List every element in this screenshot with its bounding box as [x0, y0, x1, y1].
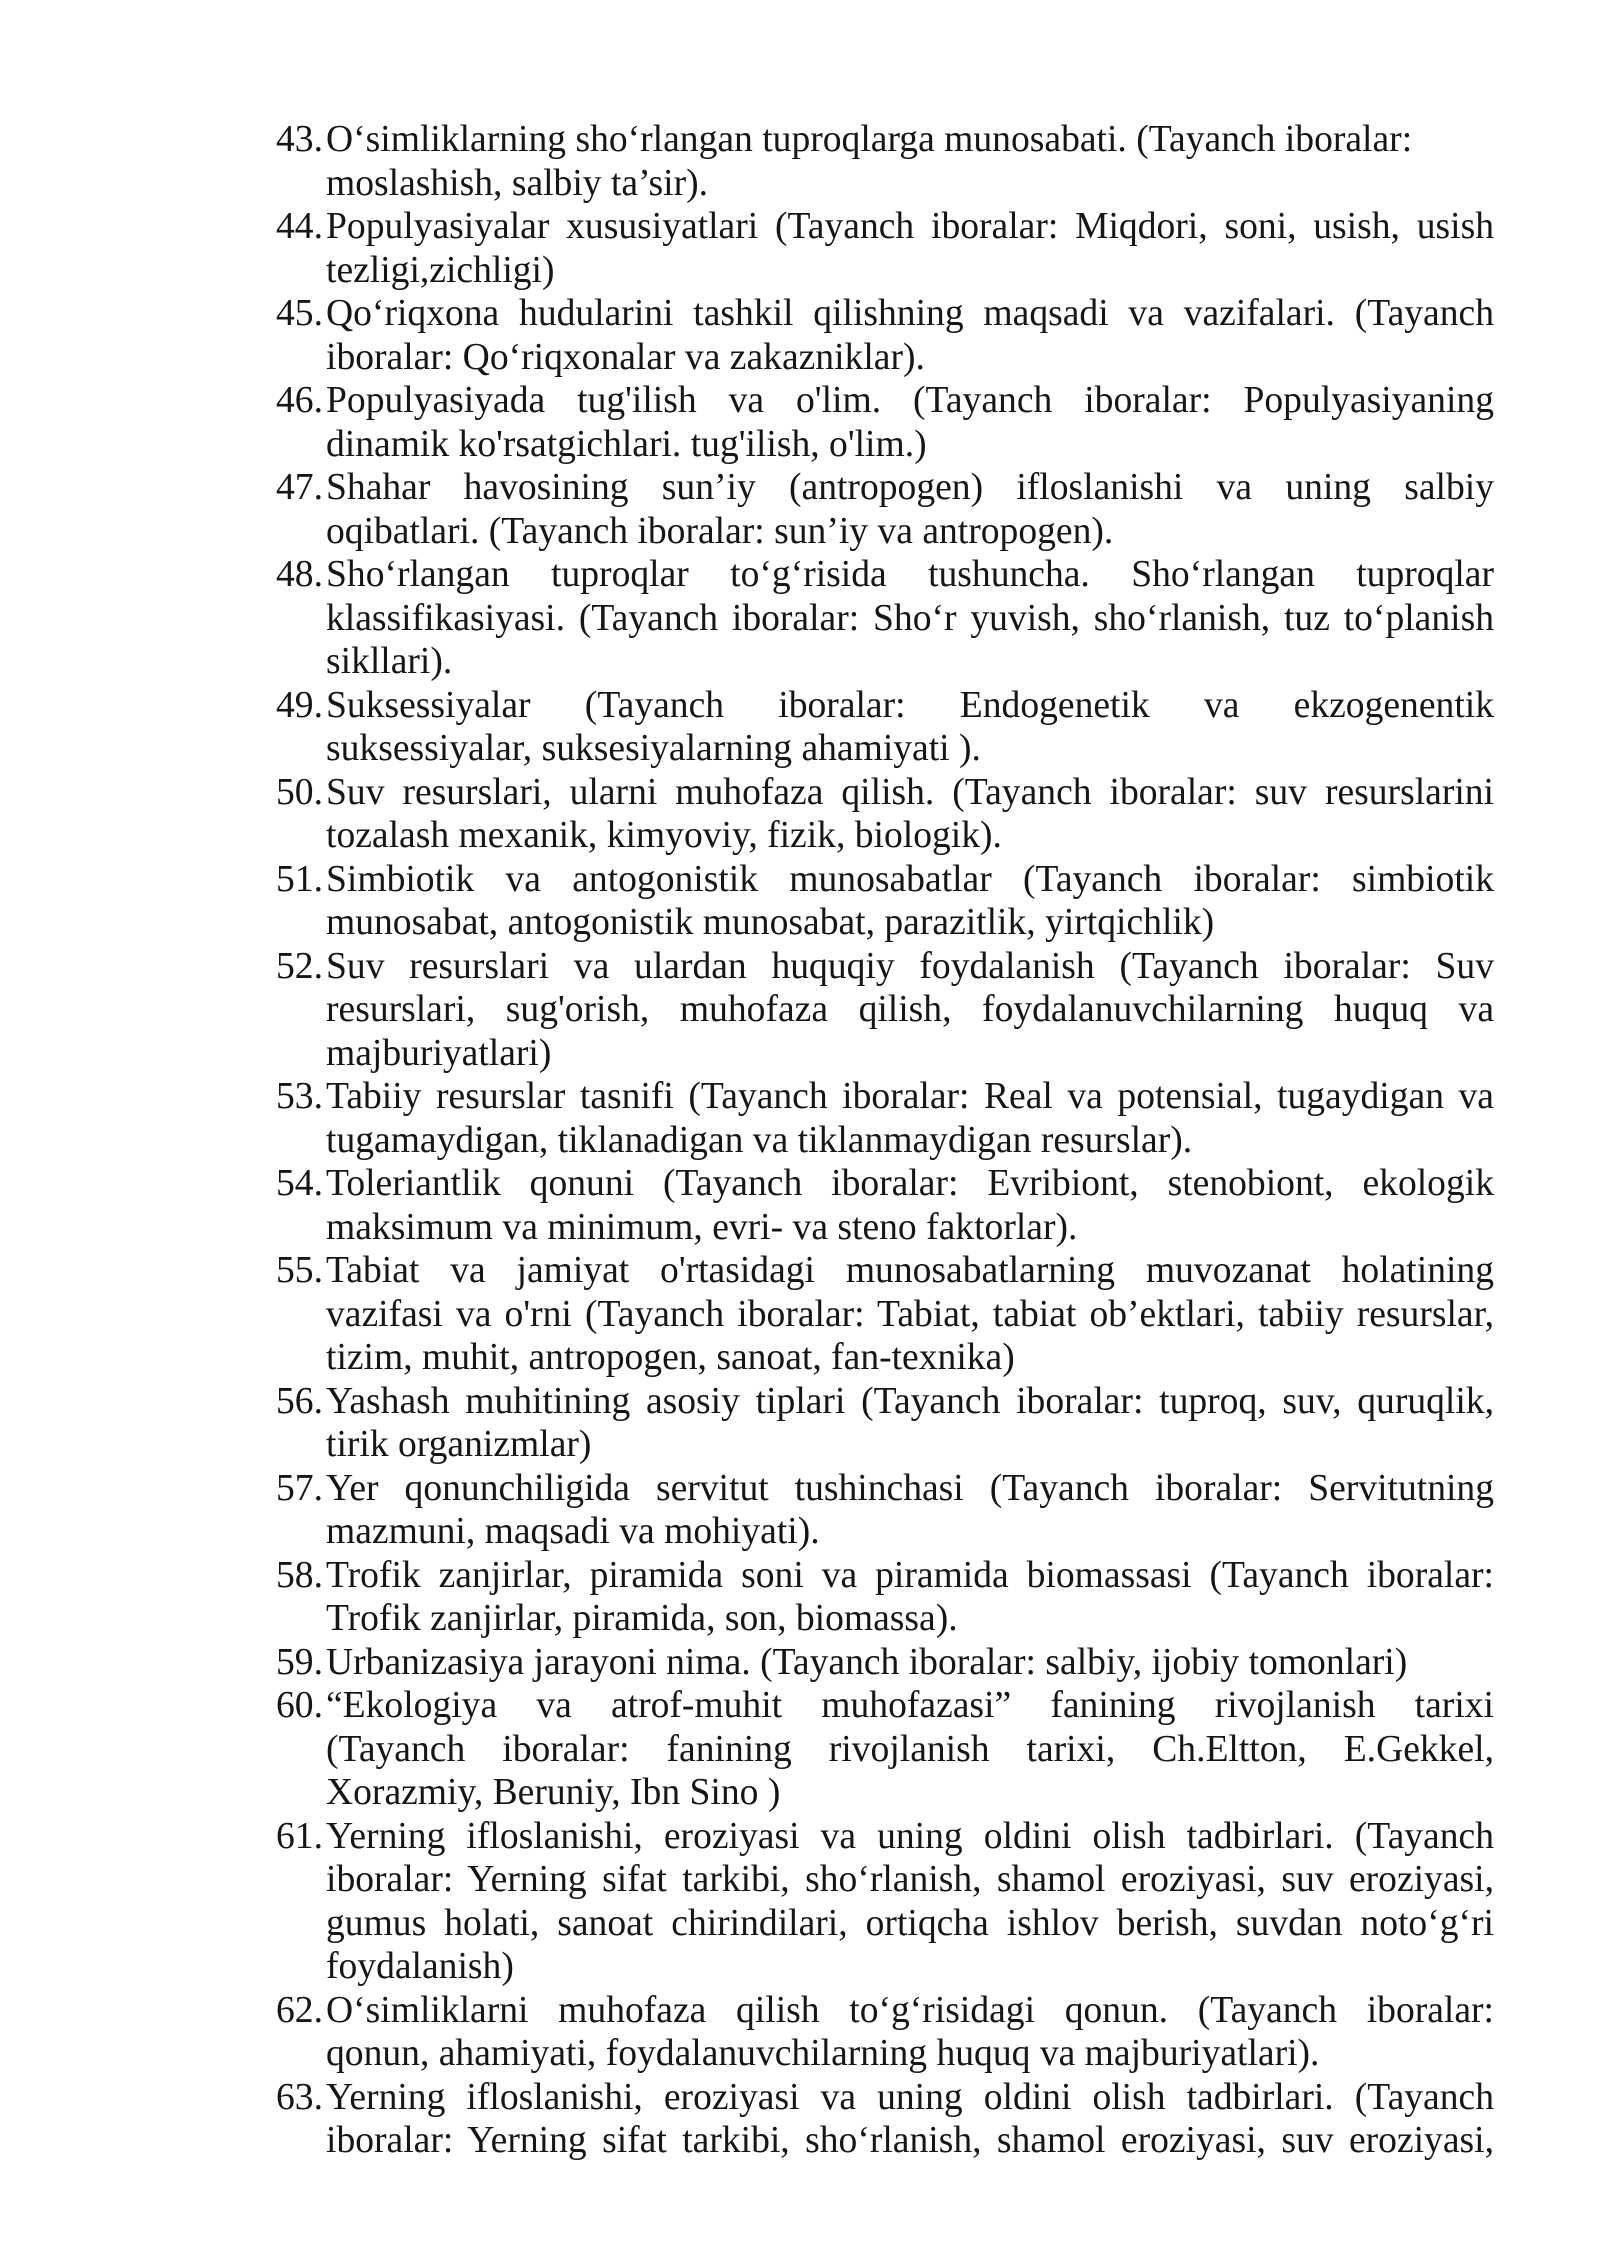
item-number: 60. [276, 1685, 323, 1726]
list-item [276, 553, 1494, 684]
item-text-line: Simbiotik va antogonistik munosabatlar (Tayanch iboralar: simbiotik [326, 858, 1494, 900]
item-text-line: foydalanish) [326, 1946, 514, 1987]
item-text-line: gumus holati, sanoat chirindilari, ortiqcha ishlov berish, suvdan noto‘g‘ri [326, 1902, 1494, 1944]
list-item [276, 1380, 1494, 1467]
item-text-line: Qo‘riqxona hudularini tashkil qilishning maqsadi va vazifalari. (Tayanch [326, 293, 1494, 334]
item-text-line: Tabiiy resurslar tasnifi (Tayanch iboralar: Real va potensial, tugaydigan va [326, 1076, 1494, 1117]
item-text-line: tozalash mexanik, kimyoviy, fizik, biologik). [326, 815, 1002, 856]
item-number: 52. [276, 945, 323, 987]
item-text-line: Shahar havosining sun’iy (antropogen) ifloslanishi va uning salbiy [326, 467, 1494, 508]
item-text-line: sikllari). [326, 641, 453, 682]
item-text [326, 1554, 1494, 1641]
item-text-line: maksimum va minimum, evri- va steno faktorlar). [326, 1206, 1078, 1248]
item-text [326, 466, 1494, 553]
item-text-line: majburiyatlari) [326, 1032, 552, 1074]
item-text-line: (Tayanch iboralar: fanining rivojlanish tarixi, Ch.Eltton, E.Gekkel, [326, 1728, 1494, 1770]
item-text-line: O‘simliklarning sho‘rlangan tuproqlarga munosabati. (Tayanch iboralar: [326, 119, 1413, 160]
list-item [276, 1249, 1494, 1380]
list-item [276, 118, 1494, 205]
item-text-line: Populyasiyada tug'ilish va o'lim. (Tayanch iboralar: Populyasiyaning [326, 380, 1494, 421]
item-text [326, 118, 1494, 205]
item-text-line: tizim, muhit, antropogen, sanoat, fan-texnika) [326, 1337, 1015, 1378]
item-text-line: Tabiat va jamiyat o'rtasidagi munosabatlarning muvozanat holatining [326, 1250, 1494, 1291]
item-text [326, 2076, 1494, 2163]
list-item [276, 945, 1494, 1076]
item-text-line: moslashish, salbiy ta’sir). [326, 162, 709, 204]
item-text [326, 684, 1494, 771]
item-text-line: Xorazmiy, Beruniy, Ibn Sino ) [326, 1772, 781, 1813]
item-number: 59. [276, 1641, 323, 1683]
item-number: 47. [276, 467, 323, 508]
item-text [326, 379, 1494, 466]
item-text-line: tirik organizmlar) [326, 1424, 592, 1465]
item-number: 62. [276, 1989, 323, 2031]
item-text-line: Populyasiyalar xususiyatlari (Tayanch iboralar: Miqdori, soni, usish, usish [326, 206, 1494, 247]
item-text [326, 945, 1494, 1076]
item-text-line: tezligi,zichligi) [326, 249, 555, 291]
item-text [326, 1249, 1494, 1380]
item-text-line: Yer qonunchiligida servitut tushinchasi (Tayanch iboralar: Servitutning [326, 1467, 1494, 1509]
item-text-line: mazmuni, maqsadi va mohiyati). [326, 1511, 820, 1552]
item-number: 63. [276, 2076, 323, 2118]
list-item [276, 1162, 1494, 1249]
list-item [276, 1989, 1494, 2076]
list-item [276, 1075, 1494, 1162]
item-text-line: Yashash muhitining asosiy tiplari (Tayanch iboralar: tuproq, suv, quruqlik, [326, 1380, 1494, 1422]
item-text [326, 1467, 1494, 1554]
item-text [326, 553, 1494, 684]
item-number: 43. [276, 119, 323, 160]
item-text-line: munosabat, antogonistik munosabat, parazitlik, yirtqichlik) [326, 902, 1215, 943]
item-text [326, 1162, 1494, 1249]
list-item [276, 1815, 1494, 1989]
item-text-line: vazifasi va o'rni (Tayanch iboralar: Tabiat, tabiat ob’ektlari, tabiiy resurslar, [326, 1293, 1494, 1335]
item-text [326, 1684, 1494, 1815]
item-number: 56. [276, 1380, 323, 1422]
item-text-line: Sho‘rlangan tuproqlar to‘g‘risida tushuncha. Sho‘rlangan tuproqlar [326, 554, 1494, 595]
item-number: 55. [276, 1250, 323, 1291]
item-text-line: Trofik zanjirlar, piramida, son, biomassa). [326, 1598, 958, 1639]
item-number: 50. [276, 771, 323, 813]
item-number: 44. [276, 206, 323, 247]
item-text-line: Toleriantlik qonuni (Tayanch iboralar: Evribiont, stenobiont, ekologik [326, 1163, 1494, 1204]
list-item [276, 466, 1494, 553]
item-text [326, 1380, 1494, 1467]
item-number: 58. [276, 1554, 323, 1596]
item-text-line: Suv resurslari va ulardan huquqiy foydalanish (Tayanch iboralar: Suv [326, 945, 1494, 987]
item-text [326, 1075, 1494, 1162]
item-text-line: iboralar: Qo‘riqxonalar va zakazniklar). [326, 336, 925, 378]
item-text-line: Yerning ifloslanishi, eroziyasi va uning oldini olish tadbirlari. (Tayanch [326, 2076, 1494, 2118]
item-text-line: Urbanizasiya jarayoni nima. (Tayanch iboralar: salbiy, ijobiy tomonlari) [326, 1641, 1408, 1683]
item-number: 53. [276, 1076, 323, 1117]
item-text-line: klassifikasiyasi. (Tayanch iboralar: Sho‘r yuvish, sho‘rlanish, tuz to‘planish [326, 597, 1494, 639]
list-item [276, 684, 1494, 771]
list-item [276, 292, 1494, 379]
item-text-line: iboralar: Yerning sifat tarkibi, sho‘rlanish, shamol eroziyasi, suv eroziyasi, [326, 2120, 1494, 2161]
item-text [326, 1989, 1494, 2076]
item-text-line: suksessiyalar, suksesiyalarning ahamiyati ). [326, 728, 981, 769]
item-number: 54. [276, 1163, 323, 1204]
item-text-line: dinamik ko'rsatgichlari. tug'ilish, o'lim.) [326, 423, 927, 465]
item-number: 61. [276, 1815, 323, 1857]
item-text-line: qonun, ahamiyati, foydalanuvchilarning huquq va majburiyatlari). [326, 2033, 1320, 2074]
item-text-line: Trofik zanjirlar, piramida soni va piramida biomassasi (Tayanch iboralar: [326, 1554, 1494, 1596]
item-number: 49. [276, 684, 323, 726]
item-text [326, 292, 1494, 379]
item-text-line: oqibatlari. (Tayanch iboralar: sun’iy va antropogen). [326, 510, 1114, 552]
item-text-line: O‘simliklarni muhofaza qilish to‘g‘risidagi qonun. (Tayanch iboralar: [326, 1989, 1494, 2031]
list-item [276, 205, 1494, 292]
list-item [276, 379, 1494, 466]
item-text-line: “Ekologiya va atrof-muhit muhofazasi” fanining rivojlanish tarixi [326, 1685, 1494, 1726]
item-text [326, 771, 1494, 858]
item-text-line: Yerning ifloslanishi, eroziyasi va uning oldini olish tadbirlari. (Tayanch [326, 1815, 1494, 1857]
item-number: 46. [276, 380, 323, 421]
item-number: 48. [276, 554, 323, 595]
list-item [276, 1554, 1494, 1641]
numbered-list [276, 118, 1494, 2163]
item-number: 51. [276, 858, 323, 900]
item-text [326, 1815, 1494, 1989]
item-number: 57. [276, 1467, 323, 1509]
item-text [326, 1641, 1494, 1685]
list-item [276, 858, 1494, 945]
list-item [276, 771, 1494, 858]
item-text-line: Suksessiyalar (Tayanch iboralar: Endogenetik va ekzogenentik [326, 684, 1494, 726]
list-item [276, 1467, 1494, 1554]
item-text [326, 205, 1494, 292]
list-item [276, 2076, 1494, 2163]
list-item [276, 1641, 1494, 1685]
item-text-line: tugamaydigan, tiklanadigan va tiklanmaydigan resurslar). [326, 1119, 1193, 1161]
item-text-line: iboralar: Yerning sifat tarkibi, sho‘rlanish, shamol eroziyasi, suv eroziyasi, [326, 1859, 1494, 1900]
item-text-line: resurslari, sug'orish, muhofaza qilish, foydalanuvchilarning huquq va [326, 989, 1494, 1030]
item-number: 45. [276, 293, 323, 334]
list-item [276, 1684, 1494, 1815]
item-text [326, 858, 1494, 945]
item-text-line: Suv resurslari, ularni muhofaza qilish. (Tayanch iboralar: suv resurslarini [326, 771, 1494, 813]
